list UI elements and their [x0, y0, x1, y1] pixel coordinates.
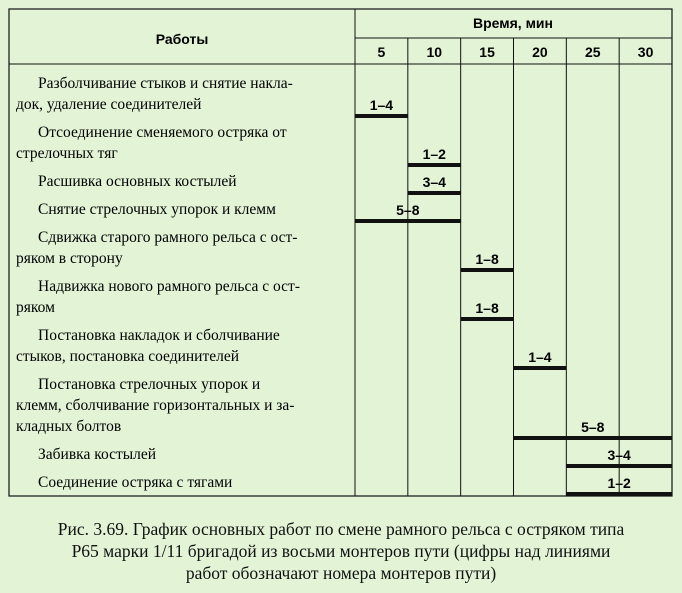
task-name-line: док, удаление соединителей — [16, 96, 202, 113]
task-name-line: Постановка стрелочных упорок и — [38, 376, 261, 393]
task-name-line: Разболчивание стыков и снятие накла- — [38, 75, 293, 92]
task-name-line: Соединение остряка с тягами — [38, 474, 233, 491]
task-name-line: Забивка костылей — [38, 446, 157, 463]
task-bar-label: 3–4 — [422, 174, 446, 190]
time-tick-label: 30 — [637, 44, 654, 60]
task-bar-label: 1–8 — [475, 300, 499, 316]
task-row — [16, 327, 280, 365]
time-tick-label: 10 — [426, 44, 443, 60]
task-row — [38, 173, 237, 190]
task-bar-label: 3–4 — [607, 447, 631, 463]
task-row — [16, 75, 293, 113]
task-row — [16, 376, 294, 435]
task-name-line: Постановка накладок и сболчивание — [38, 327, 280, 344]
task-bar-label: 5–8 — [396, 202, 420, 218]
task-name-line: стыков, постановка соединителей — [16, 348, 240, 365]
task-bar-label: 1–4 — [369, 97, 394, 113]
task-name-line: стрелочных тяг — [16, 145, 118, 162]
task-rows — [16, 75, 300, 491]
task-name-line: Отсоединение сменяемого остряка от — [38, 124, 287, 141]
header-time: Время, мин — [473, 15, 553, 31]
task-name-line: Сдвижка старого рамного рельса с ост- — [38, 229, 298, 246]
task-name-line: ряком — [16, 299, 55, 316]
time-tick-label: 25 — [584, 44, 601, 60]
time-tick-label: 15 — [479, 44, 495, 60]
task-name — [38, 446, 156, 463]
task-name — [16, 376, 294, 435]
task-row — [16, 124, 287, 162]
caption-line: работ обозначают номера монтеров пути) — [185, 563, 497, 583]
task-row — [38, 474, 232, 491]
task-bar-label: 1–4 — [528, 349, 552, 365]
task-name-line: кладных болтов — [16, 418, 122, 435]
task-row — [38, 446, 156, 463]
task-name — [16, 327, 280, 365]
task-row — [16, 229, 297, 267]
task-name-line: клемм, сболчивание горизонтальных и за- — [16, 397, 295, 414]
figure-caption — [10, 518, 672, 584]
task-name-line: ряком в сторону — [16, 250, 123, 267]
time-tick-label: 5 — [377, 44, 386, 60]
task-bar-label: 1–8 — [475, 251, 499, 267]
task-name — [38, 474, 232, 491]
caption-line: Рис. 3.69. График основных работ по смене рамного рельса с остряком типа — [57, 519, 625, 539]
task-name-line: Снятие стрелочных упорок и клемм — [38, 201, 276, 218]
task-name — [16, 278, 300, 316]
task-row — [16, 278, 300, 316]
task-name-line: Расшивка основных костылей — [38, 173, 237, 190]
task-name — [16, 75, 293, 113]
caption-line: Р65 марки 1/11 бригадой из восьми монтеров пути (цифры над линиями — [71, 541, 611, 561]
time-tick-label: 20 — [532, 44, 548, 60]
task-bar-label: 5–8 — [581, 419, 605, 435]
task-name — [38, 173, 237, 190]
time-tick-labels — [378, 44, 654, 60]
task-row — [38, 201, 276, 218]
task-name-line: Надвижка нового рамного рельса с ост- — [38, 278, 300, 295]
task-bar-label: 1–2 — [422, 146, 446, 162]
task-bar-label: 1–2 — [607, 475, 631, 491]
task-name — [38, 201, 276, 218]
header-works: Работы — [155, 31, 209, 47]
task-name — [16, 124, 287, 162]
task-name — [16, 229, 297, 267]
